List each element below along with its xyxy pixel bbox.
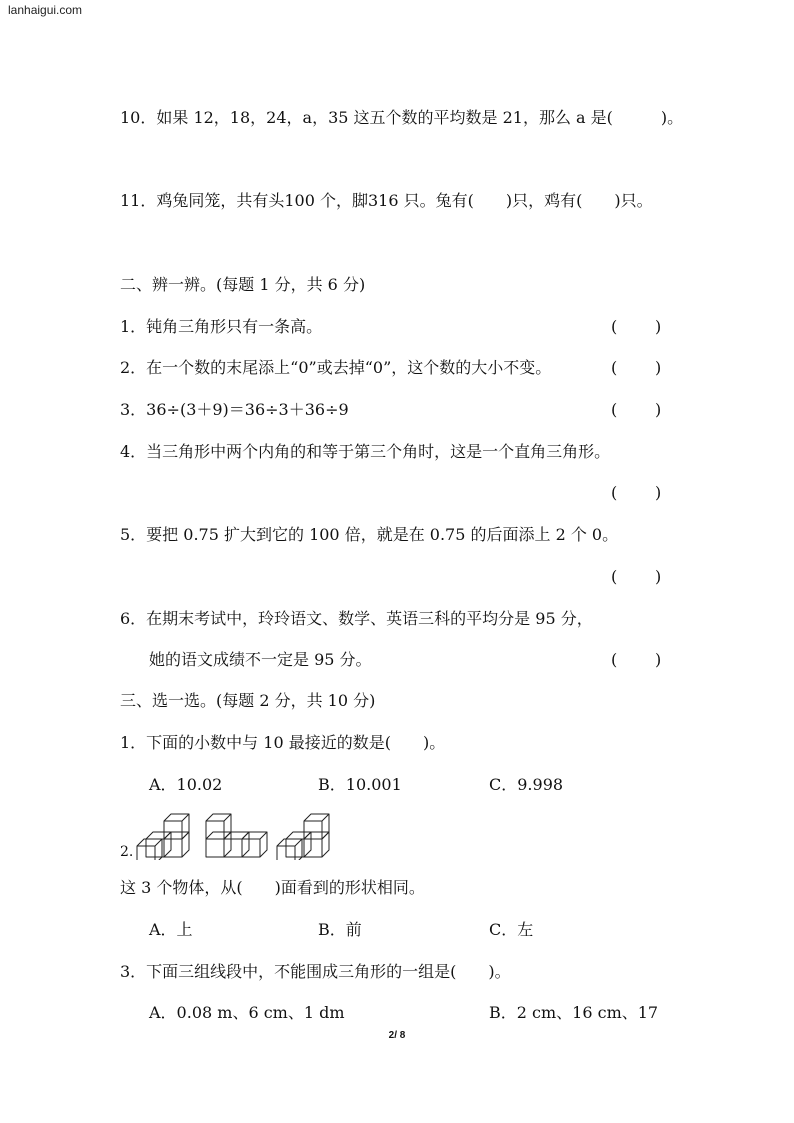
choice-question-3: 3．下面三组线段中，不能围成三角形的一组是( )。 bbox=[120, 962, 511, 981]
cube-figures bbox=[120, 800, 340, 862]
option-c[interactable]: C．9.998 bbox=[489, 775, 564, 794]
paren-left: ( bbox=[611, 567, 618, 586]
question-2-number: 2. bbox=[120, 844, 134, 860]
paren-right: ) bbox=[655, 567, 662, 586]
judge-item-3: 3．36÷(3＋9)＝36÷3＋36÷9 bbox=[120, 400, 349, 419]
judge-item-1: 1．钝角三角形只有一条高。 bbox=[120, 317, 323, 336]
option-b[interactable]: B．2 cm、16 cm、17 bbox=[489, 1003, 659, 1022]
paren-left: ( bbox=[611, 317, 618, 336]
paren-right: ) bbox=[655, 317, 662, 336]
question-11: 11．鸡兔同笼，共有头100 个，脚316 只。兔有( )只，鸡有( )只。 bbox=[120, 191, 653, 210]
paren-right: ) bbox=[655, 650, 662, 669]
judge-item-6: 6．在期末考试中，玲玲语文、数学、英语三科的平均分是 95 分， bbox=[120, 609, 593, 628]
judge-item-6-cont: 她的语文成绩不一定是 95 分。 bbox=[149, 650, 372, 669]
paren-left: ( bbox=[611, 400, 618, 419]
paren-left: ( bbox=[611, 358, 618, 377]
judge-item-5: 5．要把 0.75 扩大到它的 100 倍，就是在 0.75 的后面添上 2 个 0。 bbox=[120, 525, 619, 544]
judge-item-4: 4．当三角形中两个内角的和等于第三个角时，这是一个直角三角形。 bbox=[120, 442, 611, 461]
paren-left: ( bbox=[611, 483, 618, 502]
choice-question-2: 这 3 个物体，从( )面看到的形状相同。 bbox=[120, 878, 425, 897]
paren-left: ( bbox=[611, 650, 618, 669]
cube-stacks-image bbox=[132, 800, 342, 860]
option-a[interactable]: A．0.08 m、6 cm、1 dm bbox=[149, 1003, 345, 1022]
paren-right: ) bbox=[655, 483, 662, 502]
cube-object-2 bbox=[206, 814, 267, 857]
question-10: 10．如果 12，18，24，a，35 这五个数的平均数是 21，那么 a 是( )。 bbox=[120, 108, 684, 127]
option-b[interactable]: B．10.001 bbox=[318, 775, 402, 794]
option-a[interactable]: A．10.02 bbox=[149, 775, 223, 794]
section-3-title: 三、选一选。(每题 2 分，共 10 分) bbox=[120, 691, 376, 710]
option-a[interactable]: A．上 bbox=[149, 920, 193, 939]
watermark: lanhaigui.com bbox=[8, 3, 83, 17]
page-number: 2/ 8 bbox=[388, 1030, 406, 1041]
option-c[interactable]: C．左 bbox=[489, 920, 534, 939]
cube-object-3 bbox=[277, 814, 329, 860]
choice-question-1: 1．下面的小数中与 10 最接近的数是( )。 bbox=[120, 733, 446, 752]
judge-item-2: 2．在一个数的末尾添上“0”或去掉“0”，这个数的大小不变。 bbox=[120, 358, 552, 377]
section-2-title: 二、辨一辨。(每题 1 分，共 6 分) bbox=[120, 275, 366, 294]
paren-right: ) bbox=[655, 358, 662, 377]
paren-right: ) bbox=[655, 400, 662, 419]
option-b[interactable]: B．前 bbox=[318, 920, 362, 939]
cube-object-1 bbox=[137, 814, 189, 860]
